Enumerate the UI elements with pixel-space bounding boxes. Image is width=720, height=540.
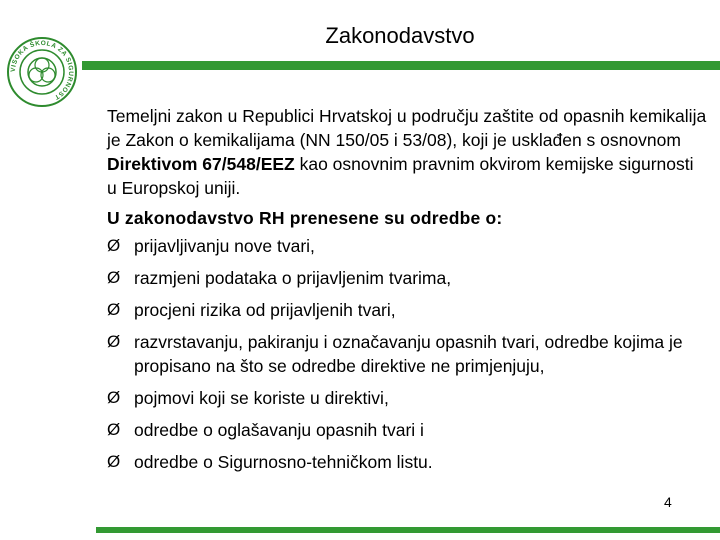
arrow-bullet-icon: Ø (107, 300, 121, 319)
list-item: Ø razmjeni podataka o prijavljenim tvarima, (107, 268, 452, 288)
intro-paragraph: Temeljni zakon u Republici Hrvatskoj u području zaštite od opasnih kemikalija je Zakon o kemikalijama (NN 150/05 i 53/08), koji je usklađen s osnovnom Direktivom 67/548/EEZ kao osnovnim pravnim okvirom kemijske sigurnosti u Europskoj uniji. (107, 106, 707, 198)
list-item: Ø odredbe o Sigurnosno-tehničkom listu. (107, 452, 433, 472)
arrow-bullet-icon: Ø (107, 236, 121, 255)
top-accent-bar (82, 61, 720, 70)
slide-title: Zakonodavstvo (325, 23, 475, 48)
list-item: Ø odredbe o oglašavanju opasnih tvari i (107, 420, 424, 440)
provisions-list (107, 234, 707, 474)
school-logo-icon (6, 36, 78, 108)
list-item: Ø prijavljivanju nove tvari, (107, 236, 315, 256)
arrow-bullet-icon: Ø (107, 388, 121, 407)
directive-reference: Direktivom 67/548/EEZ (107, 154, 295, 174)
bottom-accent-bar (96, 527, 720, 533)
arrow-bullet-icon: Ø (107, 452, 121, 471)
list-heading: U zakonodavstvo RH prenesene su odredbe o: (107, 208, 503, 228)
arrow-bullet-icon: Ø (107, 420, 121, 439)
arrow-bullet-icon: Ø (107, 268, 121, 287)
list-item: Ø procjeni rizika od prijavljenih tvari, (107, 300, 396, 320)
list-item: Ø pojmovi koji se koriste u direktivi, (107, 388, 389, 408)
arrow-bullet-icon: Ø (107, 332, 121, 351)
page-number: 4 (664, 494, 672, 510)
svg-text:VISOKA ŠKOLA ZA SIGURNOST: VISOKA ŠKOLA ZA SIGURNOST (9, 39, 75, 101)
slide-content (107, 104, 707, 482)
list-item: Ø razvrstavanju, pakiranju i označavanju opasnih tvari, odredbe kojima je propisano na što se odredbe direktive ne primjenjuju, (107, 332, 683, 376)
